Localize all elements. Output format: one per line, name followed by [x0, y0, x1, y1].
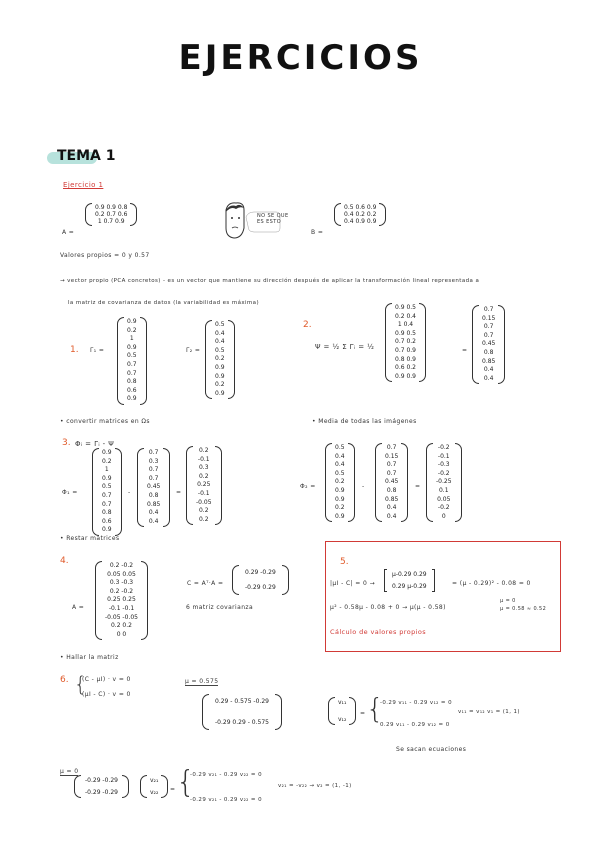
matrix-b [334, 203, 386, 226]
determinant-eq: |μI - C| = 0 → [330, 580, 375, 587]
vector-entry: 0.7 [102, 491, 112, 499]
vector-column [144, 448, 163, 527]
vector-entry: 0.9 [215, 389, 225, 397]
matrix-row: -0.29 0.29 [245, 584, 276, 591]
vector-entry: 0.2 [102, 457, 112, 465]
equals-sign: = [360, 710, 366, 717]
vector-entry: 0.1 [438, 486, 449, 494]
vector-entry: 0.85 [147, 500, 161, 508]
vector-entry: 0.5 [127, 352, 137, 360]
eigenvalues-text: Valores propios = 0 y 0.57 [60, 252, 150, 259]
mean-vector [375, 443, 408, 522]
vector-entry: 0.3 -0.3 [109, 579, 134, 587]
step-number: 5. [340, 557, 349, 567]
find-matrix-note: • Hallar la matriz [60, 654, 119, 661]
vector-column [124, 317, 140, 405]
vector-entry: 0.5 [335, 469, 345, 477]
matrix-a [85, 203, 137, 226]
system-eq-1: (C - μI) · v = 0 [82, 676, 131, 683]
vector-entry: 0.9 [102, 474, 112, 482]
vector-entry: 0.8 [148, 491, 159, 499]
vector-entry: 0.9 [335, 512, 345, 520]
vector-column [102, 561, 141, 640]
covariance-matrix [232, 565, 289, 595]
vector-entry: 0.05 0.05 [107, 570, 136, 578]
gamma1-vector [92, 448, 122, 536]
vector-entry: 0.4 [483, 366, 494, 374]
covariance-formula: C = Aᵀ·A = [187, 580, 224, 587]
vector-entry: 0.9 [335, 495, 345, 503]
gamma2-vector [325, 443, 355, 522]
matrix-a2-label: A = [72, 604, 85, 611]
vector-entry: 0.2 0.2 [110, 622, 132, 630]
vector-entry: 0.3 [148, 457, 159, 465]
step-number: 1. [70, 345, 79, 355]
equation-1b: 0.29 v₁₁ - 0.29 v₁₂ = 0 [380, 722, 450, 728]
vector-entry: 0.4 [335, 452, 345, 460]
vector-entry: -0.2 [437, 444, 450, 451]
vector-entry: 0.6 [127, 386, 137, 394]
matrix-row: -0.29 -0.29 [85, 777, 118, 784]
vector-entry: 0.9 [335, 486, 345, 494]
vector-entry: 0.9 [127, 343, 137, 351]
vector-entry: 0.85 [385, 495, 399, 503]
phi1-vector [186, 446, 222, 525]
vector-entry: 0.8 0.9 [395, 355, 416, 363]
equation-2b: -0.29 v₂₁ - 0.29 v₂₂ = 0 [190, 797, 262, 803]
minus-sign: - [362, 483, 365, 490]
matrix-row: -0.29 -0.29 [85, 789, 118, 796]
equation-2a: -0.29 v₂₁ - 0.29 v₂₂ = 0 [190, 772, 262, 778]
matrix-row: 1 0.7 0.9 [97, 218, 125, 225]
vector-entry: 0 0 [116, 630, 127, 638]
covariance-note: 6 matriz covarianza [186, 604, 254, 611]
vector-entry: 0.9 [215, 372, 225, 380]
vector-entry: 0.2 [215, 355, 225, 363]
difference-formula: Φᵢ = Γᵢ - Ψ [75, 440, 115, 448]
vector-entry: 0.9 0.5 [395, 329, 416, 337]
matrix-row: v₁₁ [338, 699, 347, 706]
vector-entry: 0.15 [482, 314, 496, 322]
subtract-note: • Restar matrices [60, 535, 120, 542]
matrix-row: -0.29 0.29 - 0.575 [215, 719, 269, 726]
vector-entry: -0.05 [196, 498, 212, 506]
equals-sign: = [170, 786, 176, 793]
vector-entry: 0.8 [127, 378, 137, 386]
vector-entry: 0.4 [335, 461, 345, 469]
mu-value-1: μ = 0.575 [185, 678, 219, 685]
vector-entry: 0.2 0.4 [395, 312, 416, 320]
vector-column [212, 320, 228, 399]
step-number: 3. [62, 438, 71, 448]
step-number: 2. [303, 320, 312, 330]
gamma1-label: Γ₁ = [90, 347, 105, 354]
vector-entry: 0.9 [215, 363, 225, 371]
vector-entry: -0.1 [197, 455, 210, 463]
matrix-row: v₁₂ [338, 716, 347, 723]
vector-entry: 0.9 [102, 449, 112, 456]
quadratic-eq: μ² - 0.58μ - 0.08 + 0 → μ(μ - 0.58) [330, 604, 446, 611]
matrix-row: 0.4 0.9 0.9 [344, 218, 377, 225]
vector-entry: 0.2 -0.2 [109, 562, 134, 569]
vector-entry: 0.7 0.9 [395, 346, 416, 354]
vector-entry: 0.8 [386, 486, 397, 494]
system-eq-2: (μI - C) · v = 0 [82, 691, 131, 698]
stacked-images-matrix [385, 303, 426, 382]
equals-sign: = [415, 483, 421, 490]
vector-entry: 0.7 [483, 306, 494, 313]
vector-entry: 0.25 [197, 481, 211, 489]
mean-vector [137, 448, 170, 527]
vector-entry: 0.7 [102, 500, 112, 508]
vector-entry: 0.6 [102, 517, 112, 525]
vector-entry: -0.2 [437, 469, 450, 477]
vector-entry: 0.4 [148, 509, 159, 517]
vector-entry: 0.4 [386, 512, 397, 520]
vector-v1 [328, 697, 356, 725]
vector-entry: 1 0.4 [397, 321, 414, 329]
eigen-matrix-1 [202, 694, 282, 730]
mean-note: • Media de todas las imágenes [312, 418, 417, 425]
vector-entry: 0.4 [148, 517, 159, 525]
vector-entry: 0.9 [102, 526, 112, 534]
page-title: EJERCICIOS [178, 38, 423, 78]
root-2: μ = 0.58 ≈ 0.52 [500, 606, 547, 612]
minus-sign: - [128, 489, 131, 496]
vector-entry: 0.5 [215, 321, 225, 328]
vector-entry: 0.6 0.2 [395, 364, 416, 372]
vector-entry: 1 [129, 335, 134, 343]
tema-heading: TEMA 1 [57, 148, 116, 164]
vector-entry: 0.45 [147, 483, 161, 491]
vector-entry: -0.2 [437, 504, 450, 512]
eigenvector-1-result: v₁₁ = v₁₂ v₁ = (1, 1) [458, 709, 520, 715]
vector-entry: 0.7 [483, 331, 494, 339]
vector-column [99, 448, 115, 536]
vector-entry: 0.4 [215, 338, 225, 346]
vector-entry: 0.4 [215, 329, 225, 337]
vector-column [392, 303, 419, 382]
root-1: μ = 0 [500, 598, 516, 604]
brace-icon: { [74, 672, 87, 696]
vector-entry: 0.2 [215, 381, 225, 389]
determinant-result: = (μ - 0.29)² - 0.08 = 0 [452, 580, 531, 587]
equations-note: Se sacan ecuaciones [396, 746, 467, 753]
vector-column [193, 446, 215, 525]
vector-column [382, 443, 401, 522]
step-number: 6. [60, 675, 69, 685]
convert-note: • convertir matrices en Ωs [60, 418, 150, 425]
matrix-row: μ-0.29 0.29 [392, 571, 427, 578]
vector-entry: 0.25 0.25 [107, 596, 136, 604]
vector-entry: 0.7 0.2 [395, 338, 416, 346]
vector-column [332, 443, 348, 522]
matrix-row: 0.2 0.7 0.6 [95, 211, 128, 218]
ejercicio-heading: Ejercicio 1 [63, 181, 104, 189]
vector-entry: 0.3 [198, 464, 209, 472]
vector-entry: 0 [441, 512, 446, 520]
vector-entry: -0.05 -0.05 [105, 613, 138, 621]
vector-entry: -0.1 -0.1 [108, 604, 135, 612]
vector-entry: 1 [104, 466, 109, 474]
matrix-row: 0.9 0.9 0.8 [95, 204, 128, 211]
vector-entry: 0.4 [386, 504, 397, 512]
gamma2-vector [205, 320, 235, 399]
equals-sign: = [176, 489, 182, 496]
matrix-b-label: B = [311, 229, 324, 236]
vector-entry: 0.7 [386, 469, 397, 477]
vector-entry: 0.5 [215, 346, 225, 354]
vector-entry: 0.2 [198, 447, 209, 454]
vector-entry: 0.7 [148, 466, 159, 474]
vector-entry: 0.2 [198, 472, 209, 480]
matrix-a-label: A = [62, 229, 75, 236]
mean-vector [472, 305, 505, 384]
matrix-a2 [95, 561, 148, 640]
vector-entry: 0.2 [335, 478, 345, 486]
gamma2-label: Γ₂ = [186, 347, 201, 354]
vector-entry: 0.2 -0.2 [109, 587, 134, 595]
matrix-row: v₂₁ [150, 777, 159, 784]
vector-entry: 0.2 [335, 504, 345, 512]
vector-entry: 0.5 [102, 483, 112, 491]
vector-entry: 0.2 [127, 326, 137, 334]
vector-entry: -0.1 [437, 452, 450, 460]
speech-bubble-text: NO SE QUE ES ESTO [257, 213, 289, 225]
brace-icon: { [176, 765, 196, 800]
mu-value-2: μ = 0 [60, 768, 79, 775]
vector-entry: -0.1 [197, 489, 210, 497]
matrix-row: v₂₂ [150, 789, 159, 796]
vector-entry: 0.9 0.9 [395, 372, 416, 380]
eigenvector-definition-cont: la matriz de covarianza de datos (la variabilidad es máxima) [68, 300, 260, 306]
phi1-label: Φ₁ = [62, 489, 78, 496]
phi2-label: Φ₂ = [300, 483, 316, 490]
vector-entry: 0.9 [127, 395, 137, 403]
mean-formula: Ψ = ½ Σ Γᵢ = ½ [315, 343, 375, 351]
eigen-matrix-2 [74, 775, 129, 798]
vector-entry: 0.7 [148, 449, 159, 456]
vector-v2 [140, 775, 168, 798]
matrix-row: 0.29 μ-0.29 [392, 583, 427, 590]
equation-1a: -0.29 v₁₁ - 0.29 v₁₂ = 0 [380, 700, 452, 706]
matrix-row: 0.4 0.2 0.2 [344, 211, 377, 218]
vector-entry: 0.8 [483, 348, 494, 356]
vector-entry: 0.7 [483, 323, 494, 331]
vector-entry: 0.7 [386, 444, 397, 451]
equals-sign: = [462, 347, 468, 354]
gamma1-vector [117, 317, 147, 405]
eigenvalue-caption: Cálculo de valores propios [330, 628, 426, 636]
vector-column [479, 305, 498, 384]
vector-entry: -0.25 [436, 478, 452, 486]
determinant-matrix [384, 569, 435, 592]
vector-entry: 0.5 [335, 444, 345, 451]
vector-column [433, 443, 455, 522]
phi2-vector [426, 443, 462, 522]
vector-entry: 0.7 [127, 360, 137, 368]
vector-entry: 0.8 [102, 509, 112, 517]
matrix-row: 0.29 - 0.575 -0.29 [215, 698, 269, 705]
vector-entry: 0.2 [198, 507, 209, 515]
eigenvector-2-result: v₂₁ = -v₂₂ → v₂ = (1, -1) [278, 783, 352, 789]
matrix-row: 0.29 -0.29 [245, 569, 276, 576]
vector-entry: 0.45 [385, 478, 399, 486]
vector-entry: 0.45 [482, 340, 496, 348]
step-number: 4. [60, 556, 69, 566]
vector-entry: -0.3 [437, 461, 450, 469]
vector-entry: 0.15 [385, 452, 399, 460]
vector-entry: 0.4 [483, 374, 494, 382]
vector-entry: 0.7 [386, 461, 397, 469]
brace-icon: { [366, 692, 384, 725]
vector-entry: 0.7 [127, 369, 137, 377]
vector-entry: 0.05 [437, 495, 451, 503]
matrix-row: 0.5 0.6 0.9 [344, 204, 377, 211]
vector-entry: 0.7 [148, 474, 159, 482]
vector-entry: 0.2 [198, 515, 209, 523]
vector-entry: 0.9 0.5 [395, 304, 416, 311]
vector-entry: 0.9 [127, 318, 137, 325]
eigenvector-definition: → vector propio (PCA concretos) - es un vector que mantiene su dirección después de aplicar la transformación lineal representada a [60, 278, 480, 284]
vector-entry: 0.85 [482, 357, 496, 365]
